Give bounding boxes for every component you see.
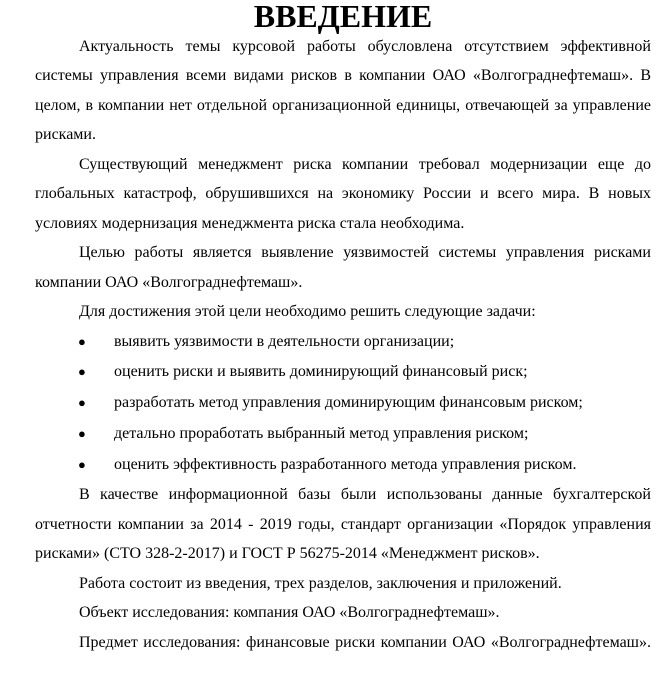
document-page (35, 0, 651, 657)
paragraph-relevance: Актуальность темы курсовой работы обусловлена отсутствием эффективной системы управления всеми видами рисков в компании ОАО «Волгограднефтемаш». В целом, в компании нет отдельной организационной единицы, отвечающей за управление рисками. (35, 37, 651, 143)
paragraph-information-base: В качестве информационной базы были использованы данные бухгалтерской отчетности компании за 2014 - 2019 годы, стандарт организации «Порядок управления рисками» (СТО 328-2-2017) и ГОСТ Р 56275-2014 «Менеджмент рисков». (35, 486, 651, 563)
list-item (35, 388, 651, 419)
list-item (35, 357, 651, 388)
paragraph-subject: Предмет исследования: финансовые риски компании ОАО «Волгограднефтемаш». (79, 633, 651, 651)
bullet-icon: ● (78, 456, 86, 472)
task-text: детально проработать выбранный метод управления риском; (114, 424, 529, 442)
task-text: выявить уязвимости в деятельности организации; (114, 332, 455, 350)
task-text: оценить риски и выявить доминирующий финансовый риск; (114, 363, 528, 381)
list-item (35, 450, 651, 481)
tasks-list (35, 327, 651, 481)
paragraph-goal: Целью работы является выявление уязвимостей системы управления рисками компании ОАО «Волгограднефтемаш». (35, 244, 651, 291)
bullet-icon: ● (78, 364, 86, 380)
list-item (35, 419, 651, 450)
paragraph-existing-management: Существующий менеджмент риска компании требовал модернизации еще до глобальных катастроф, обрушившихся на экономику России и всего мира. В новых условиях модернизация менеджмента риска стала необходима. (35, 155, 651, 232)
task-text: оценить эффективность разработанного метода управления риском. (114, 455, 577, 473)
paragraph-structure: Работа состоит из введения, трех разделов, заключения и приложений. (79, 574, 562, 592)
task-text: разработать метод управления доминирующим финансовым риском; (114, 394, 583, 412)
paragraph-object: Объект исследования: компания ОАО «Волгограднефтемаш». (79, 604, 500, 622)
bullet-icon: ● (78, 425, 86, 441)
bullet-icon: ● (78, 395, 86, 411)
paragraph-tasks-intro: Для достижения этой цели необходимо решить следующие задачи: (79, 303, 536, 320)
bullet-icon: ● (78, 333, 86, 349)
document-title: ВВЕДЕНИЕ (253, 0, 433, 34)
list-item (35, 327, 651, 358)
